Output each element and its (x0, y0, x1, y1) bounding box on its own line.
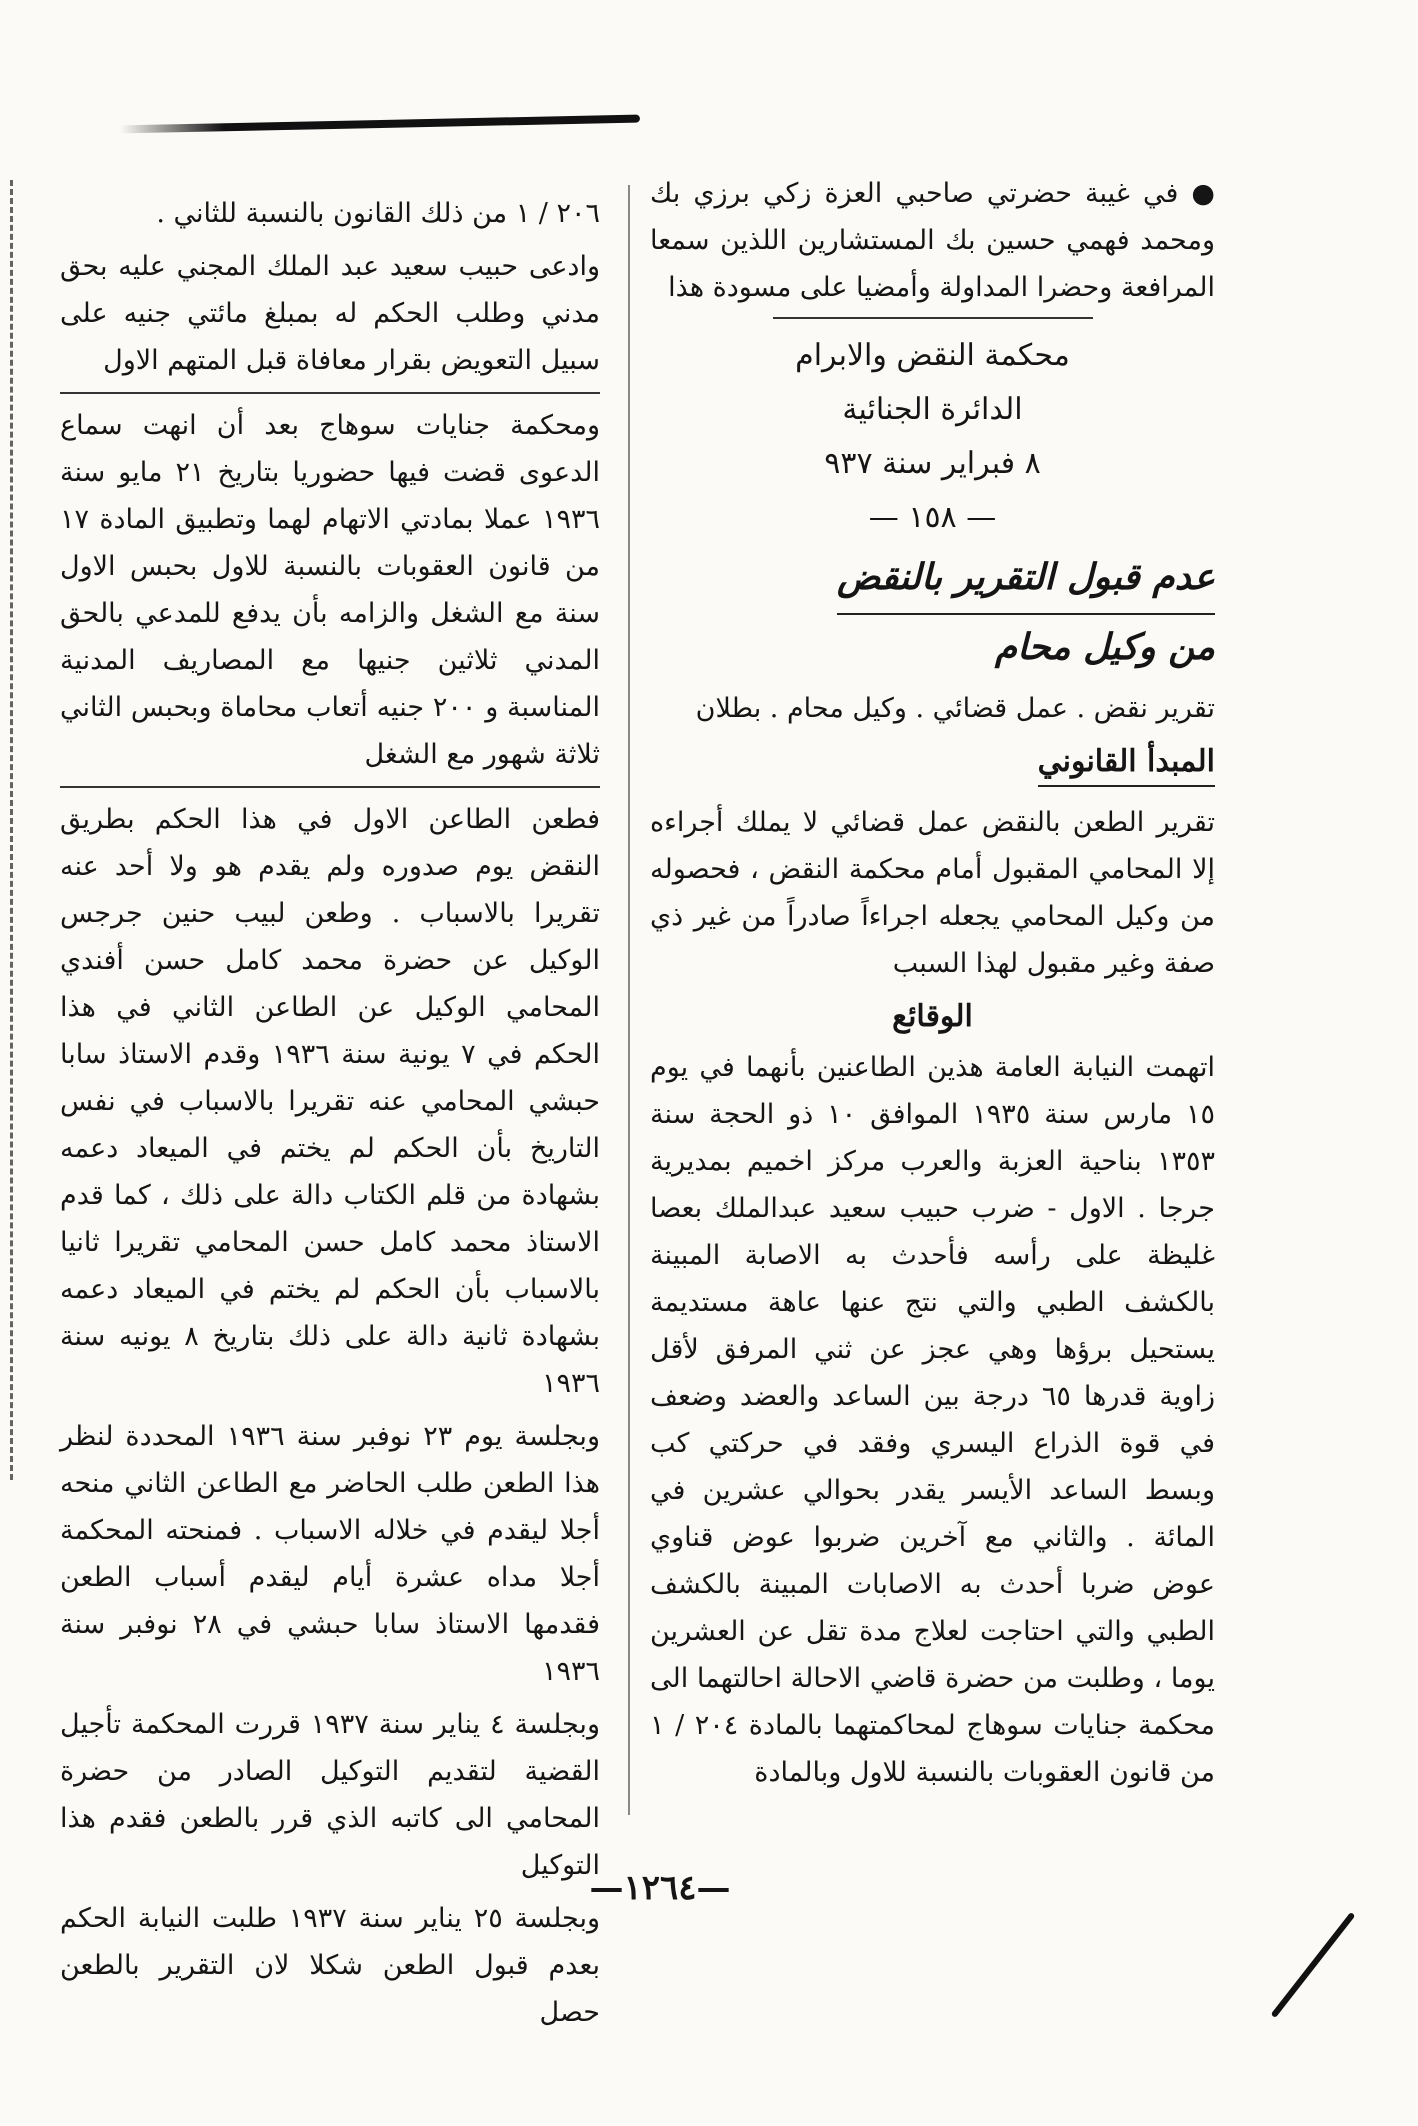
header-rule (773, 317, 1093, 319)
principle-text: تقرير الطعن بالنقض عمل قضائي لا يملك أجراءه إلا المحامي المقبول أمام محكمة النقض ، فحصوله من وكيل المحامي يجعله اجراءاً صادراً من غير ذي صفة وغير مقبول لهذا السبب (650, 807, 1215, 979)
scan-edge-artifact (10, 180, 21, 1480)
left-paragraph-4: فطعن الطاعن الاول في هذا الحكم بطريق النقض يوم صدوره ولم يقدم هو ولا أحد عنه تقريرا بالاسباب . وطعن لبيب حنين جرجس الوكيل عن حضرة محمد كامل حسن أفندي المحامي الوكيل عن الطاعن الثاني في هذا الحكم في ٧ يونية سنة ١٩٣٦ وقدم الاستاذ سابا حبشي المحامي عنه تقريرا بالاسباب في نفس التاريخ بأن الحكم لم يختم في الميعاد دعمه بشهادة من قلم الكتاب دالة على ذلك ، كما قدم الاستاذ محمد كامل حسن المحامي تقريرا ثانيا بالاسباب بأن الحكم لم يختم في الميعاد دعمه بشهادة ثانية دالة على ذلك بتاريخ ٨ يونيه سنة ١٩٣٦ (60, 804, 600, 1399)
left-paragraph-1: ٢٠٦ / ١ من ذلك القانون بالنسبة للثاني . (156, 198, 600, 229)
left-paragraph-2: وادعى حبيب سعيد عبد الملك المجني عليه بحق مدني وطلب الحكم له بمبلغ مائتي جنيه على سبيل التعويض بقرار معافاة قبل المتهم الاول (60, 251, 600, 376)
intro-paragraph: ● في غيبة حضرتي صاحبي العزة زكي برزي بك ومحمد فهمي حسين بك المستشارين اللذين سمعا المرافعة وحضرا المداولة وأمضيا على مسودة هذا (650, 178, 1215, 303)
circuit-name: الدائرة الجنائية (842, 392, 1023, 427)
pen-mark (1271, 1912, 1356, 2018)
left-paragraph-5: وبجلسة يوم ٢٣ نوفبر سنة ١٩٣٦ المحددة لنظر هذا الطعن طلب الحاضر مع الطاعن الثاني منحه أجلا ليقدم في خلاله الاسباب . فمنحته المحكمة أجلا مداه عشرة أيام ليقدم أسباب الطعن فقدمها الاستاذ سابا حبشي في ٢٨ نوفبر سنة ١٩٣٦ (60, 1421, 600, 1687)
principle-title: المبدأ القانوني (1038, 738, 1215, 787)
facts-title: الوقائع (892, 999, 973, 1034)
paragraph-rule (60, 786, 600, 788)
left-paragraph-7: وبجلسة ٢٥ يناير سنة ١٩٣٧ طلبت النيابة الحكم بعدم قبول الطعن شكلا لان التقرير بالطعن حصل (60, 1903, 600, 2028)
page-number: —١٢٦٤— (589, 1868, 731, 1908)
left-column (60, 190, 600, 2042)
column-divider (628, 185, 630, 1815)
left-paragraph-6: وبجلسة ٤ يناير سنة ١٩٣٧ قررت المحكمة تأجيل القضية لتقديم التوكيل الصادر من حضرة المحامي الى كاتبه الذي قرر بالطعن فقدم هذا التوكيل (60, 1709, 600, 1881)
judgment-date: ٨ فبراير سنة ٩٣٧ (824, 446, 1041, 481)
subject-line: تقرير نقض . عمل قضائي . وكيل محام . بطلان (695, 693, 1215, 724)
paragraph-rule (60, 392, 600, 394)
facts-text: اتهمت النيابة العامة هذين الطاعنين بأنهما في يوم ١٥ مارس سنة ١٩٣٥ الموافق ١٠ ذو الحجة سنة ١٣٥٣ بناحية العزبة والعرب مركز اخميم بمديرية جرجا . الاول - ضرب حبيب سعيد عبدالملك بعصا غليظة على رأسه فأحدث به الاصابة المبينة بالكشف الطبي والتي نتج عنها عاهة مستديمة يستحيل برؤها وهي عجز عن ثني المرفق لأقل زاوية قدرها ٦٥ درجة بين الساعد والعضد وضعف في قوة الذراع اليسري وفقد في حركتي كب وبسط الساعد الأيسر يقدر بحوالي عشرين في المائة . والثاني مع آخرين ضربوا عوض قناوي عوض ضربا أحدث به الاصابات المبينة بالكشف الطبي والتي احتاجت لعلاج مدة تقل عن العشرين يوما ، وطلبت من حضرة قاضي الاحالة احالتهما الى محكمة جنايات سوهاج لمحاكمتهما بالمادة ٢٠٤ / ١ من قانون العقوبات بالنسبة للاول وبالمادة (650, 1052, 1215, 1788)
case-number: — ١٥٨ — (868, 500, 997, 535)
right-column (650, 170, 1215, 1802)
court-name: محكمة النقض والابرام (795, 338, 1070, 373)
handwritten-subheading: من وكيل محام (994, 627, 1215, 668)
left-paragraph-3: ومحكمة جنايات سوهاج بعد أن انهت سماع الدعوى قضت فيها حضوريا بتاريخ ٢١ مايو سنة ١٩٣٦ عملا بمادتي الاتهام لهما وتطبيق المادة ١٧ من قانون العقوبات بالنسبة للاول بحبس الاول سنة مع الشغل والزامه بأن يدفع للمدعي بالحق المدني ثلاثين جنيها مع المصاريف المدنية المناسبة و ٢٠٠ جنيه أتعاب محاماة وبحبس الثاني ثلاثة شهور مع الشغل (60, 410, 601, 770)
handwritten-heading: عدم قبول التقرير بالنقض (837, 545, 1215, 615)
top-decorative-rule (120, 115, 640, 134)
